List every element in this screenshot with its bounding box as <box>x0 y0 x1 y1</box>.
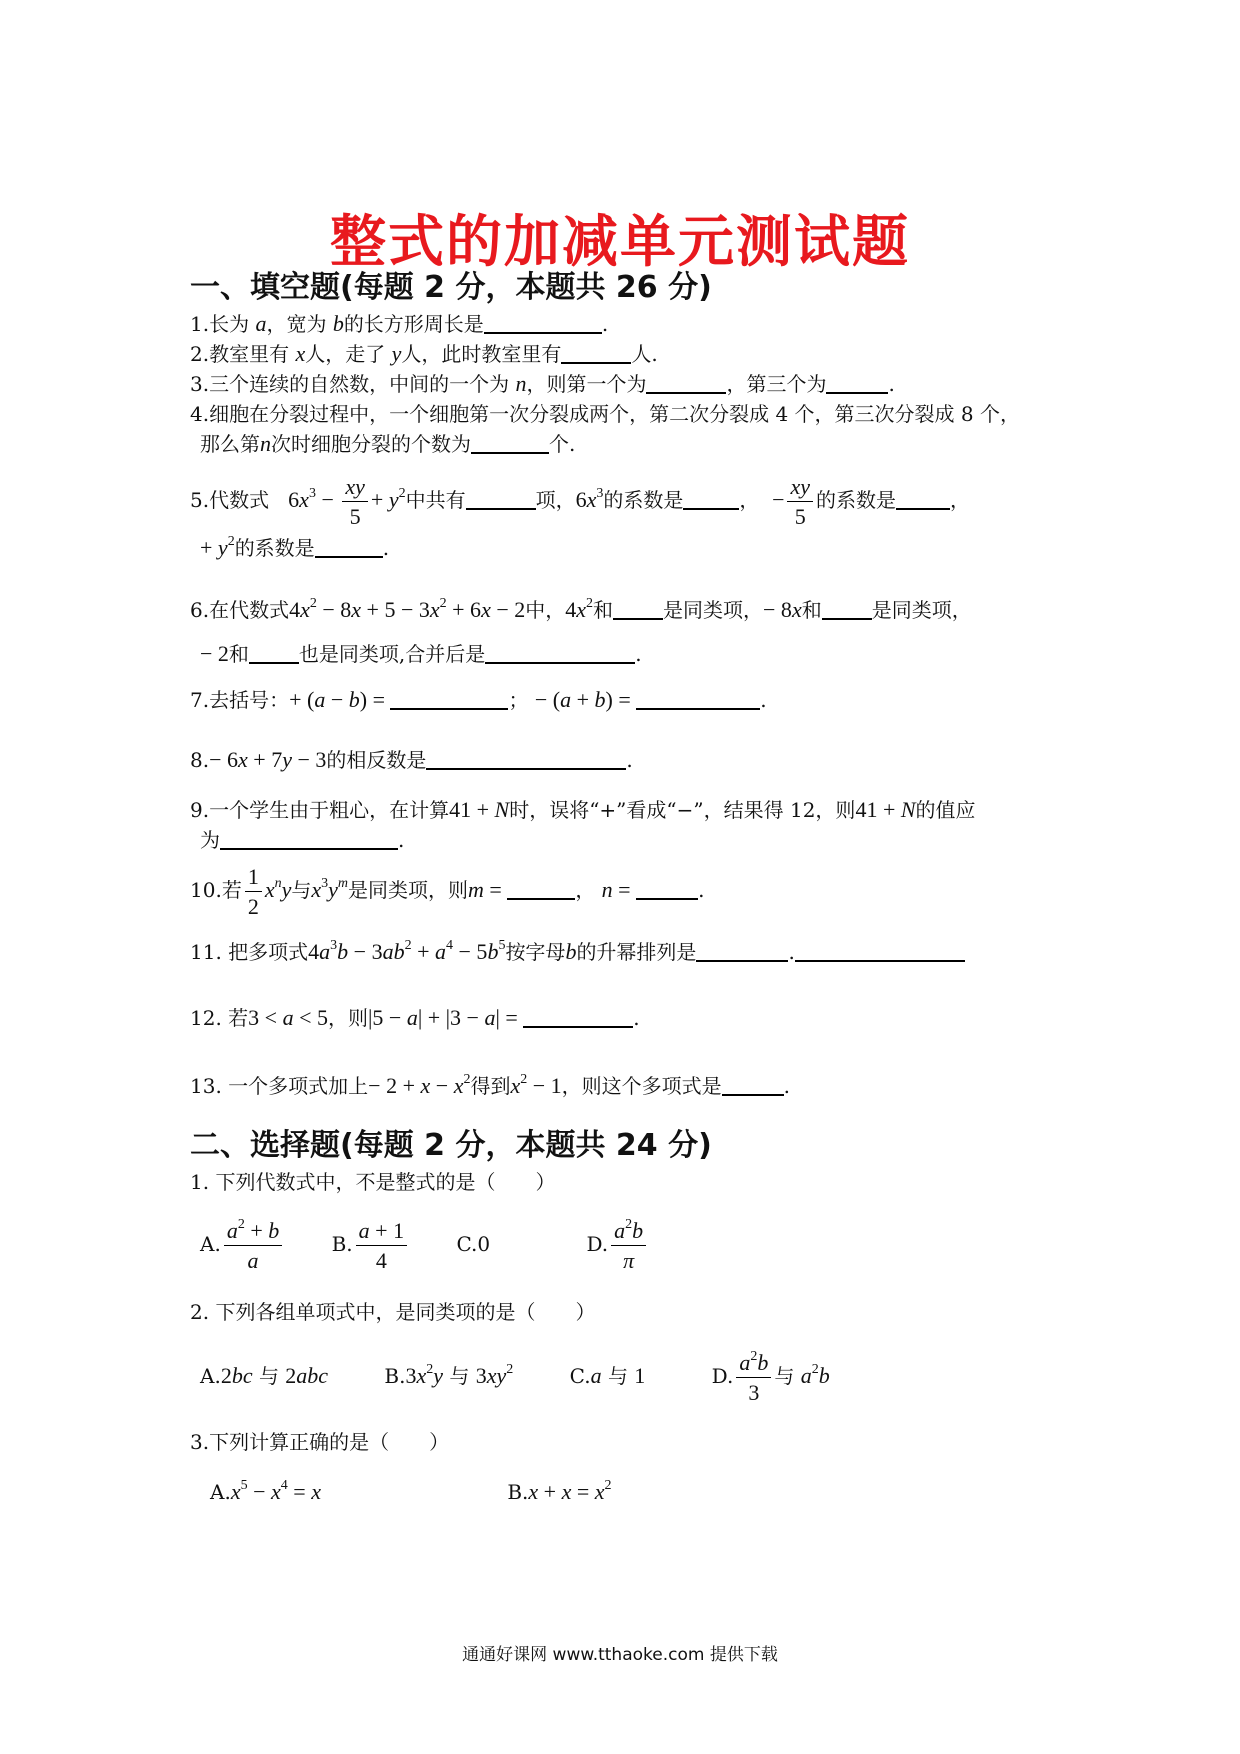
fill-question-13: 13. 一个多项式加上− $2 + x - x^2$得到$x^2 - 1$，则这个多项式是 . <box>190 1072 790 1098</box>
option-a[interactable]: A.2bc 与 2abc <box>200 1363 329 1388</box>
answer-blank[interactable] <box>249 642 299 664</box>
answer-blank[interactable] <box>561 342 631 364</box>
answer-blank[interactable] <box>636 688 760 710</box>
answer-blank[interactable] <box>466 488 536 510</box>
choice-question-3-stem: 3.下列计算正确的是（ ） <box>190 1430 450 1454</box>
fill-question-11: 11. 把多项式$4a^3b - 3ab^2 + a^4 - 5b^5$按字母b的升幂排列是 . <box>190 938 965 966</box>
fill-question-8: 8.− 6x + 7y − 3的相反数是 . <box>190 747 633 772</box>
choice-question-1-stem: 1. 下列代数式中，不是整式的是（ ） <box>190 1170 556 1194</box>
fill-question-2: 2.教室里有 x人，走了 y人，此时教室里有 人. <box>190 341 658 366</box>
fill-question-9: 9.一个学生由于粗心，在计算41 + N时，误将“+”看成“−”，结果得 12，则41 + N的值应 <box>190 797 976 822</box>
fill-question-5-cont: + $y^2$的系数是 . <box>200 534 390 560</box>
choice-question-3-options <box>210 1478 612 1506</box>
fill-question-1: 1.长为 a，宽为 b的长方形周长是 . <box>190 311 609 336</box>
answer-blank[interactable] <box>523 1006 633 1028</box>
answer-blank[interactable] <box>636 878 698 900</box>
section-choice-heading: 二、选择题(每题 2 分，本题共 24 分) <box>190 1128 712 1163</box>
answer-blank[interactable] <box>220 828 398 850</box>
answer-blank[interactable] <box>696 940 788 962</box>
fill-question-6: 6.在代数式$4x^2 - 8x + 5 - 3x^2 + 6x - 2$中，$4x^2$和 是同类项，− 8x和 是同类项， <box>190 596 972 622</box>
answer-blank[interactable] <box>683 488 739 510</box>
answer-blank[interactable] <box>426 748 626 770</box>
answer-blank[interactable] <box>507 878 575 900</box>
answer-blank[interactable] <box>896 488 950 510</box>
choice-question-2-options <box>200 1346 830 1406</box>
choice-question-1-options <box>200 1214 649 1274</box>
fill-question-12: 12. 若3 < a < 5，则|5 − a| + |3 − a| = . <box>190 1005 640 1030</box>
fill-question-6-cont: − 2和 也是同类项,合并后是 . <box>200 641 642 666</box>
option-a[interactable]: $A.x^5 - x^4 = x$ <box>210 1478 321 1504</box>
option-b[interactable]: $B.x + x = x^2$ <box>507 1478 612 1504</box>
page-title: 整式的加减单元测试题 <box>330 210 910 275</box>
fill-question-5: 5.代数式 $6x^3$ − $\frac{xy}{5}$ + $y^2$中共有 项，$6x^3$的系数是 ， − $\frac{xy}{5}$ 的系数是 ， <box>190 473 971 529</box>
option-b[interactable]: $B.3x^2y$ 与 $3xy^2$ <box>384 1362 514 1388</box>
fill-question-4: 4.细胞在分裂过程中，一个细胞第一次分裂成两个，第二次分裂成 4 个，第三次分裂成 8 个， <box>190 402 1020 426</box>
answer-blank[interactable] <box>646 372 726 394</box>
fill-question-10: 10.若 $\frac{1}{2}$ $x^ny$与$x^3y^m$是同类项，则m = ， n = . <box>190 863 705 919</box>
fill-question-7: 7.去括号：+ (a − b) = ； − (a + b) = . <box>190 687 767 712</box>
option-c[interactable]: C.a 与 1 <box>569 1363 646 1388</box>
answer-blank[interactable] <box>613 598 663 620</box>
fill-question-9-cont: 为 . <box>200 828 405 852</box>
answer-blank[interactable] <box>471 432 549 454</box>
option-c[interactable]: C.0 <box>456 1232 491 1256</box>
answer-blank[interactable] <box>390 688 508 710</box>
option-a[interactable]: A. $\frac{a^2 + b}{a}$ <box>200 1214 285 1274</box>
answer-blank[interactable] <box>826 372 888 394</box>
footer-credit: 通通好课网 www.tthaoke.com 提供下载 <box>462 1645 778 1665</box>
answer-blank[interactable] <box>822 598 872 620</box>
option-d[interactable]: D. $\frac{a^2b}{\pi}$ <box>586 1214 649 1274</box>
fill-question-3: 3.三个连续的自然数，中间的一个为 n，则第一个为 ，第三个为 . <box>190 371 895 396</box>
answer-blank[interactable] <box>484 312 602 334</box>
choice-question-2-stem: 2. 下列各组单项式中，是同类项的是（ ） <box>190 1300 596 1324</box>
answer-blank[interactable] <box>722 1074 784 1096</box>
answer-blank[interactable] <box>485 642 635 664</box>
option-d[interactable]: D. $\frac{a^2b}{3}$ 与 $a^2b$ <box>711 1348 830 1405</box>
fill-question-4-cont: 那么第n次时细胞分裂的个数为 个. <box>200 431 576 456</box>
answer-blank[interactable] <box>795 940 965 962</box>
section-fill-in-heading: 一、填空题(每题 2 分，本题共 26 分) <box>190 270 712 305</box>
answer-blank[interactable] <box>315 536 383 558</box>
option-b[interactable]: B. $\frac{a + 1}{4}$ <box>332 1214 410 1274</box>
